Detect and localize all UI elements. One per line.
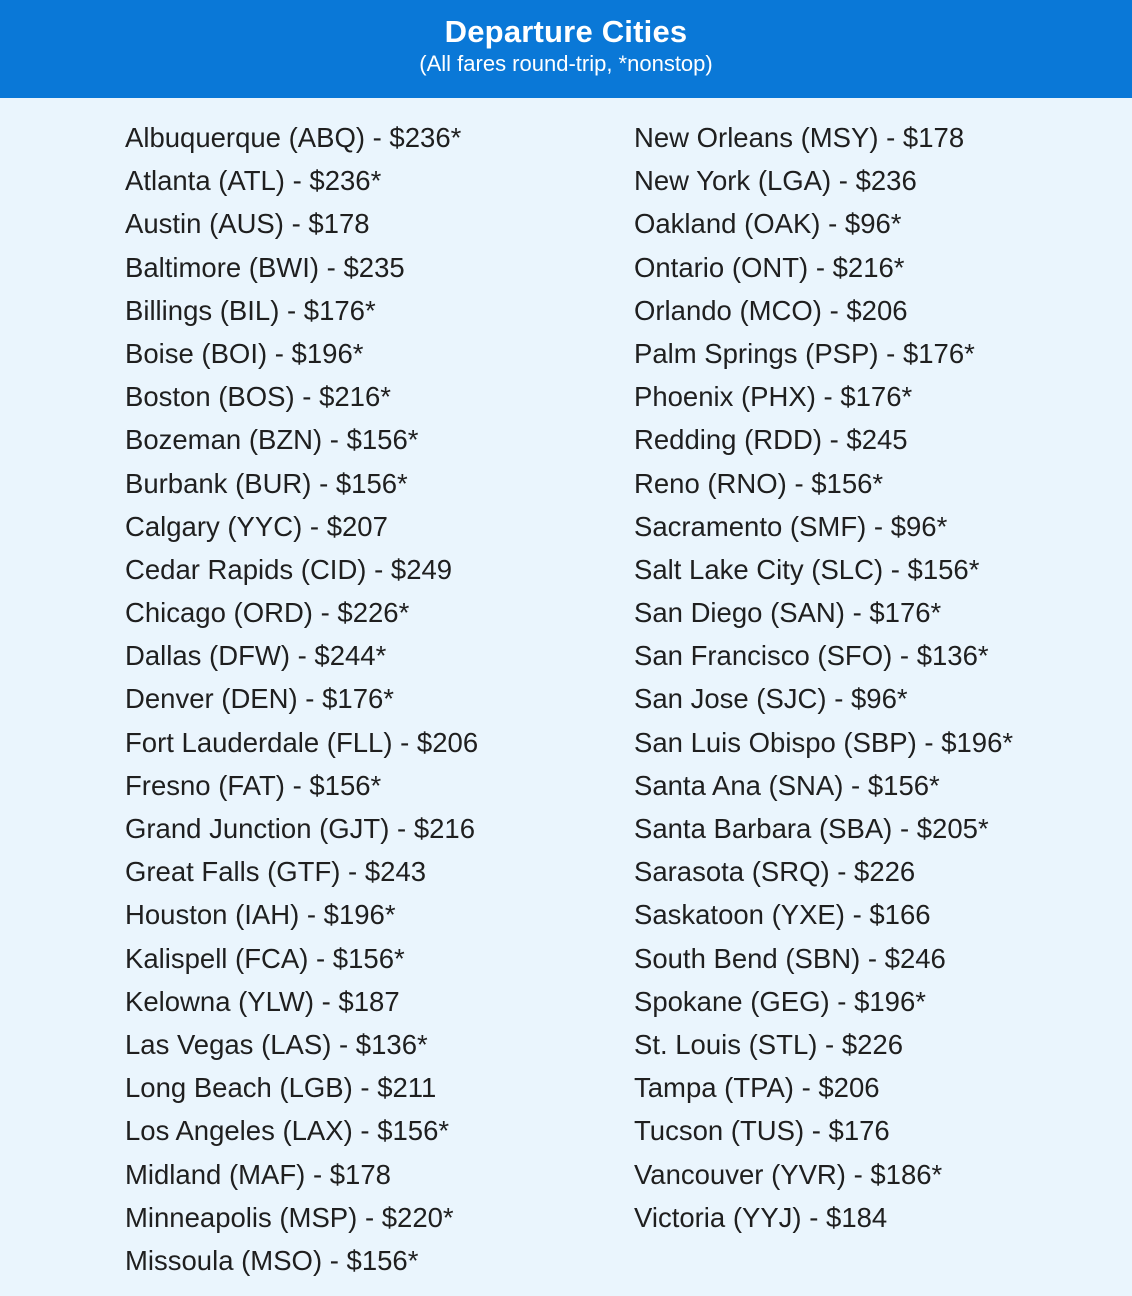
city-fare-item: Orlando (MCO) - $206 [634, 294, 908, 326]
city-list-right [634, 116, 1013, 1239]
city-fare-item: San Francisco (SFO) - $136* [634, 640, 989, 672]
page-title: Departure Cities [444, 14, 688, 49]
city-fare-item: Long Beach (LGB) - $211 [125, 1072, 437, 1104]
city-fare-item: Kalispell (FCA) - $156* [125, 942, 405, 974]
city-fare-item: Palm Springs (PSP) - $176* [634, 337, 975, 369]
city-fare-item: Dallas (DFW) - $244* [125, 640, 387, 672]
city-fare-item: Great Falls (GTF) - $243 [125, 856, 427, 888]
city-fare-item: Phoenix (PHX) - $176* [634, 381, 913, 413]
city-fare-item: Atlanta (ATL) - $236* [125, 165, 382, 197]
city-fare-item: Burbank (BUR) - $156* [125, 467, 408, 499]
city-list-left [125, 116, 478, 1282]
city-fare-item: Saskatoon (YXE) - $166 [634, 899, 931, 931]
city-fare-item: Spokane (GEG) - $196* [634, 985, 926, 1017]
city-fare-item: Sarasota (SRQ) - $226 [634, 856, 916, 888]
city-fare-item: Reno (RNO) - $156* [634, 467, 884, 499]
city-fare-item: Grand Junction (GJT) - $216 [125, 813, 476, 844]
city-fare-item: Oakland (OAK) - $96* [634, 208, 902, 240]
city-fare-item: Tucson (TUS) - $176 [634, 1115, 890, 1147]
city-fare-item: Albuquerque (ABQ) - $236* [125, 122, 462, 153]
city-fare-item: San Luis Obispo (SBP) - $196* [634, 726, 1014, 758]
city-fare-item: Boston (BOS) - $216* [125, 381, 391, 413]
city-fare-item: Fort Lauderdale (FLL) - $206 [125, 726, 479, 758]
city-fare-item: Santa Barbara (SBA) - $205* [634, 813, 989, 844]
city-fare-item: Baltimore (BWI) - $235 [125, 251, 405, 283]
city-fare-item: Houston (IAH) - $196* [125, 899, 396, 931]
city-fare-item: Salt Lake City (SLC) - $156* [634, 553, 980, 585]
city-fare-item: Fresno (FAT) - $156* [125, 769, 382, 801]
page-subtitle: (All fares round-trip, *nonstop) [419, 51, 713, 76]
city-fare-item: New York (LGA) - $236 [634, 165, 917, 197]
city-fare-item: St. Louis (STL) - $226 [634, 1028, 904, 1060]
city-fare-item: Bozeman (BZN) - $156* [125, 424, 419, 456]
city-fare-item: San Diego (SAN) - $176* [634, 597, 942, 629]
city-fare-item: Midland (MAF) - $178 [125, 1158, 391, 1190]
city-fare-item: Sacramento (SMF) - $96* [634, 510, 948, 542]
city-fare-item: Boise (BOI) - $196* [125, 337, 364, 369]
city-fare-item: Redding (RDD) - $245 [634, 424, 908, 456]
city-fare-item: Minneapolis (MSP) - $220* [125, 1201, 454, 1233]
city-fare-item: Austin (AUS) - $178 [125, 208, 370, 240]
city-fare-item: South Bend (SBN) - $246 [634, 942, 946, 974]
city-fare-item: Los Angeles (LAX) - $156* [125, 1115, 450, 1147]
city-list-container [0, 98, 1132, 1296]
city-fare-item: Kelowna (YLW) - $187 [125, 985, 400, 1017]
header-banner [0, 0, 1132, 98]
city-fare-item: Victoria (YYJ) - $184 [634, 1201, 888, 1233]
city-fare-item: Chicago (ORD) - $226* [125, 597, 410, 629]
city-fare-item: Santa Ana (SNA) - $156* [634, 769, 940, 801]
city-fare-item: Billings (BIL) - $176* [125, 294, 376, 326]
city-fare-item: Cedar Rapids (CID) - $249 [125, 553, 453, 585]
city-fare-item: Ontario (ONT) - $216* [634, 251, 905, 283]
city-fare-item: New Orleans (MSY) - $178 [634, 122, 965, 153]
city-fare-item: Calgary (YYC) - $207 [125, 510, 388, 542]
city-fare-item: Las Vegas (LAS) - $136* [125, 1028, 428, 1060]
city-fare-item: Vancouver (YVR) - $186* [634, 1158, 943, 1190]
city-fare-item: San Jose (SJC) - $96* [634, 683, 908, 715]
city-fare-item: Tampa (TPA) - $206 [634, 1072, 880, 1104]
city-fare-item: Denver (DEN) - $176* [125, 683, 394, 715]
city-fare-item: Missoula (MSO) - $156* [125, 1244, 419, 1276]
